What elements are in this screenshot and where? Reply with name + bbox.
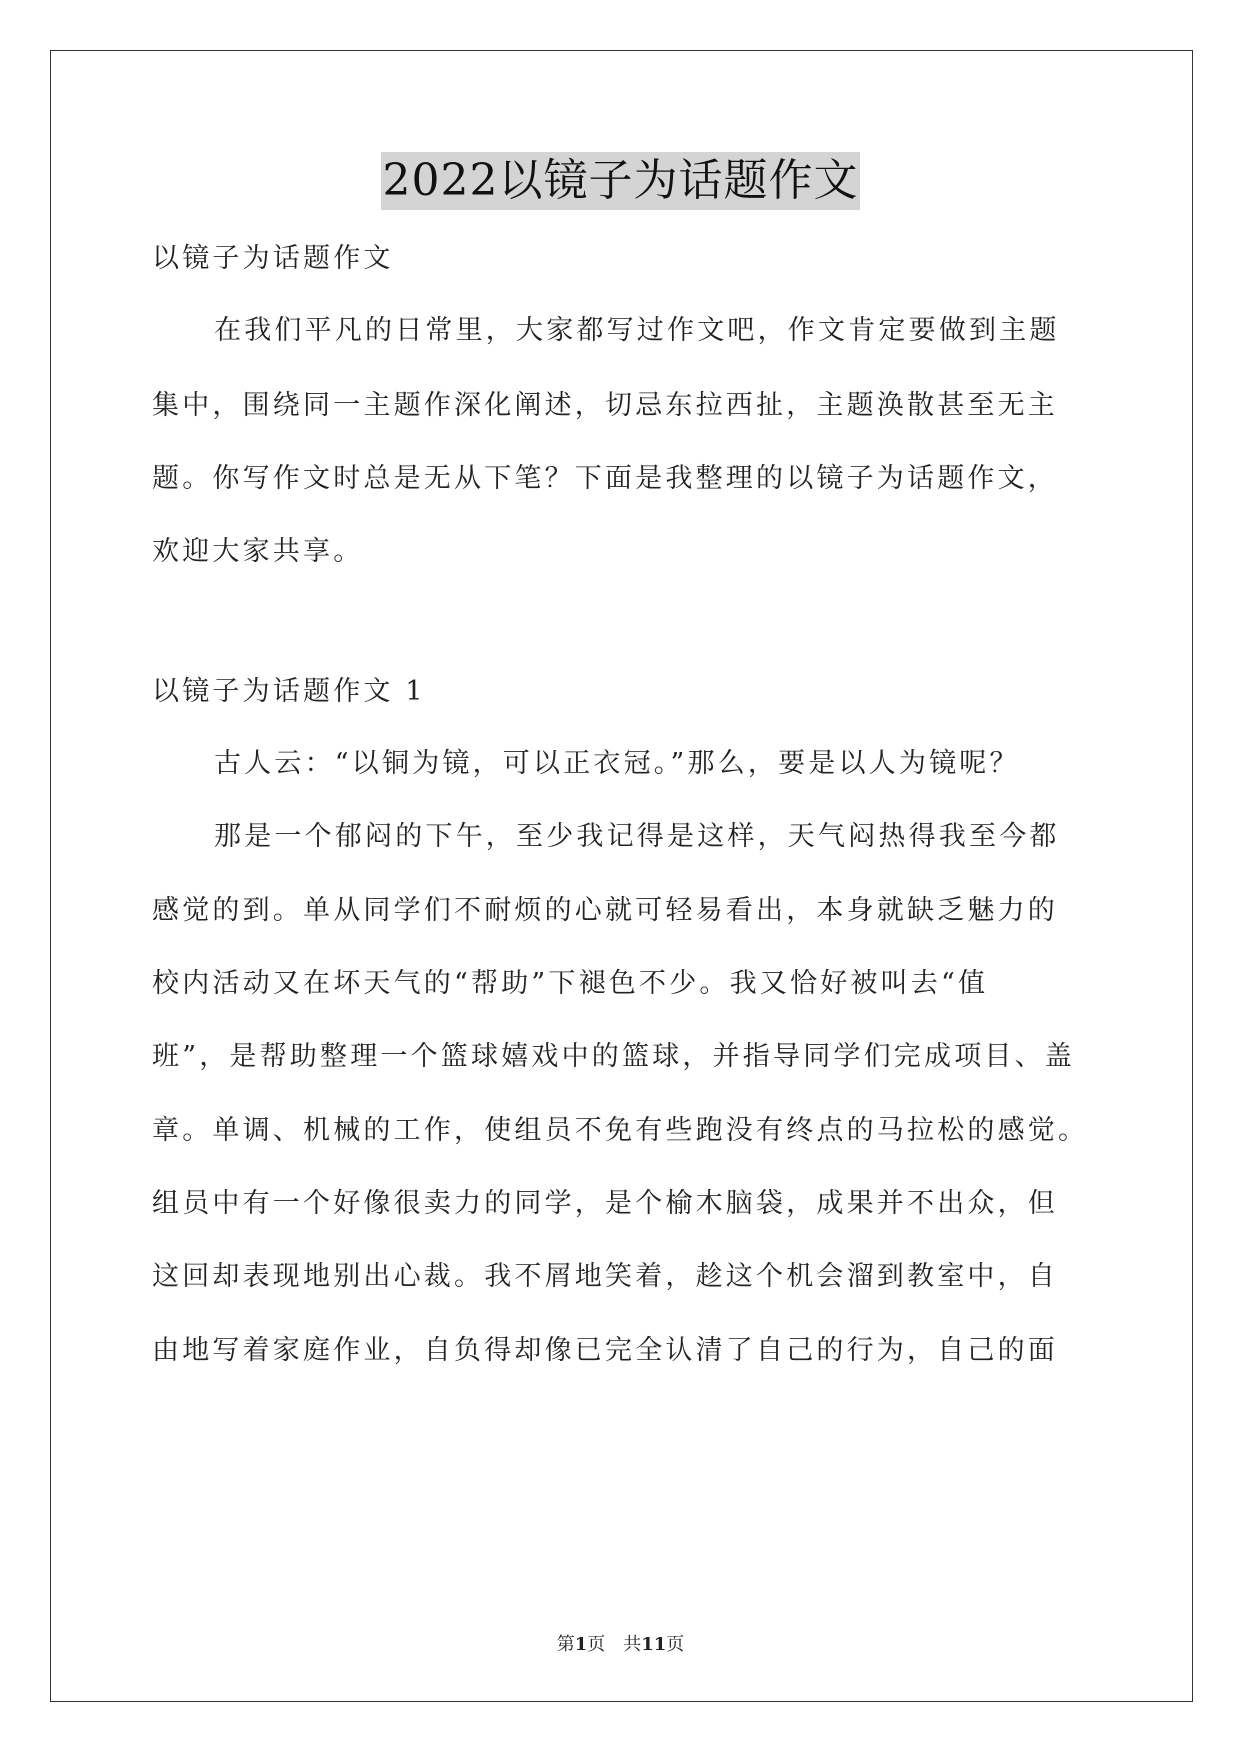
footer-label-post: 页 [666,1634,685,1655]
paragraph-line: 感觉的到。单从同学们不耐烦的心就可轻易看出，本身就缺乏魅力的 [152,895,1058,926]
footer-page-total: 11 [641,1634,667,1655]
footer-label-mid: 页 共 [587,1634,642,1655]
paragraph-line: 在我们平凡的日常里，大家都写过作文吧，作文肯定要做到主题 [214,315,1060,346]
page-border [50,50,1193,1702]
subtitle-line: 以镜子为话题作文 [152,243,394,274]
paragraph-line: 这回却表现地别出心裁。我不屑地笑着，趁这个机会溜到教室中，自 [152,1261,1058,1292]
paragraph-line: 那是一个郁闷的下午，至少我记得是这样，天气闷热得我至今都 [214,821,1060,852]
paragraph-line: 由地写着家庭作业，自负得却像已完全认清了自己的行为，自己的面 [152,1335,1058,1366]
paragraph-line: 班”，是帮助整理一个篮球嬉戏中的篮球，并指导同学们完成项目、盖 [152,1041,1076,1072]
page-footer [0,1630,1241,1656]
paragraph-line: 集中，围绕同一主题作深化阐述，切忌东拉西扯，主题涣散甚至无主 [152,390,1058,421]
section-heading: 以镜子为话题作文 1 [152,676,426,707]
paragraph-line: 题。你写作文时总是无从下笔？下面是我整理的以镜子为话题作文， [152,463,1058,494]
paragraph-line: 欢迎大家共享。 [152,536,364,567]
paragraph-line: 古人云：“以铜为镜，可以正衣冠。”那么，要是以人为镜呢？ [214,748,1020,779]
paragraph-line: 章。单调、机械的工作，使组员不免有些跑没有终点的马拉松的感觉。 [152,1115,1089,1146]
title-wrapper [0,152,1241,210]
document-title: 2022以镜子为话题作文 [381,152,861,210]
paragraph-line: 组员中有一个好像很卖力的同学，是个榆木脑袋，成果并不出众，但 [152,1188,1058,1219]
footer-label-pre: 第 [556,1634,575,1655]
paragraph-line: 校内活动又在坏天气的“帮助”下褪色不少。我又恰好被叫去“值 [152,968,989,999]
footer-page-current: 1 [574,1634,588,1655]
